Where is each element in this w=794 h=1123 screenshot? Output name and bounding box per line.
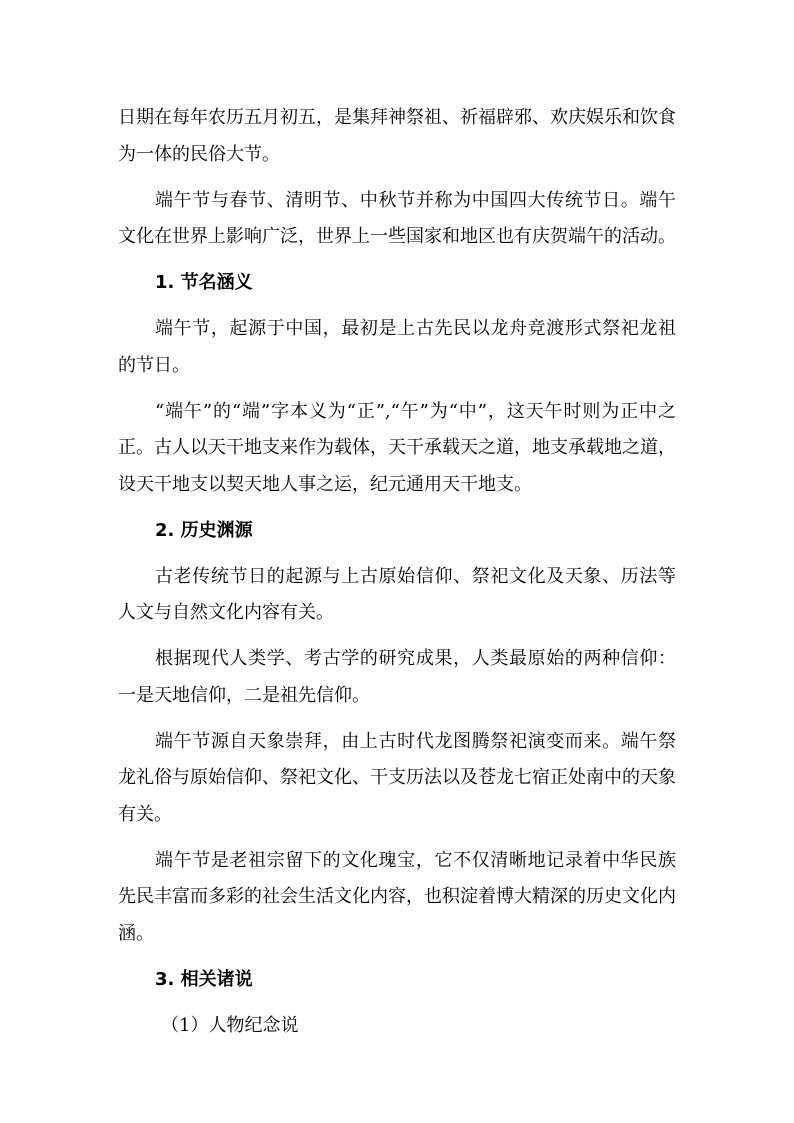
paragraph-origin: 端午节，起源于中国，最初是上古先民以龙舟竞渡形式祭祀龙祖的节日。: [118, 318, 676, 376]
paragraph-date: 日期在每年农历五月初五，是集拜神祭祖、祈福辟邪、欢庆娱乐和饮食为一体的民俗大节。: [118, 107, 676, 165]
paragraph-four-festivals: 端午节与春节、清明节、中秋节并称为中国四大传统节日。端午文化在世界上影响广泛，世界上一些国家和地区也有庆贺端午的活动。: [118, 189, 676, 247]
paragraph-cultural-treasure: 端午节是老祖宗留下的文化瑰宝，它不仅清晰地记录着中华民族先民丰富而多彩的社会生活文化内容，也积淀着博大精深的历史文化内涵。: [118, 849, 676, 944]
subheading-commemoration: （1）人物纪念说: [161, 1014, 299, 1036]
paragraph-dragon-worship: 端午节源自天象崇拜，由上古时代龙图腾祭祀演变而来。端午祭龙礼俗与原始信仰、祭祀文化、干支历法以及苍龙七宿正处南中的天象有关。: [118, 730, 676, 825]
paragraph-beliefs: 根据现代人类学、考古学的研究成果，人类最原始的两种信仰：一是天地信仰，二是祖先信仰。: [118, 648, 676, 706]
document-body: [118, 100, 676, 1044]
heading-history: 2. 历史渊源: [155, 519, 253, 541]
paragraph-ancient-origins: 古老传统节日的起源与上古原始信仰、祭祀文化及天象、历法等人文与自然文化内容有关。: [118, 565, 676, 623]
heading-name-meaning: 1. 节名涵义: [155, 272, 253, 293]
paragraph-duanwu-meaning: “端午”的“端”字本义为“正”,“午”为“中”，这天午时则为正中之正。古人以天干地支来作为载体，天干承载天之道，地支承载地之道，设天干地支以契天地人事之运，纪元通用天干地支。: [118, 400, 676, 495]
heading-related-theories: 3. 相关诸说: [155, 968, 253, 990]
